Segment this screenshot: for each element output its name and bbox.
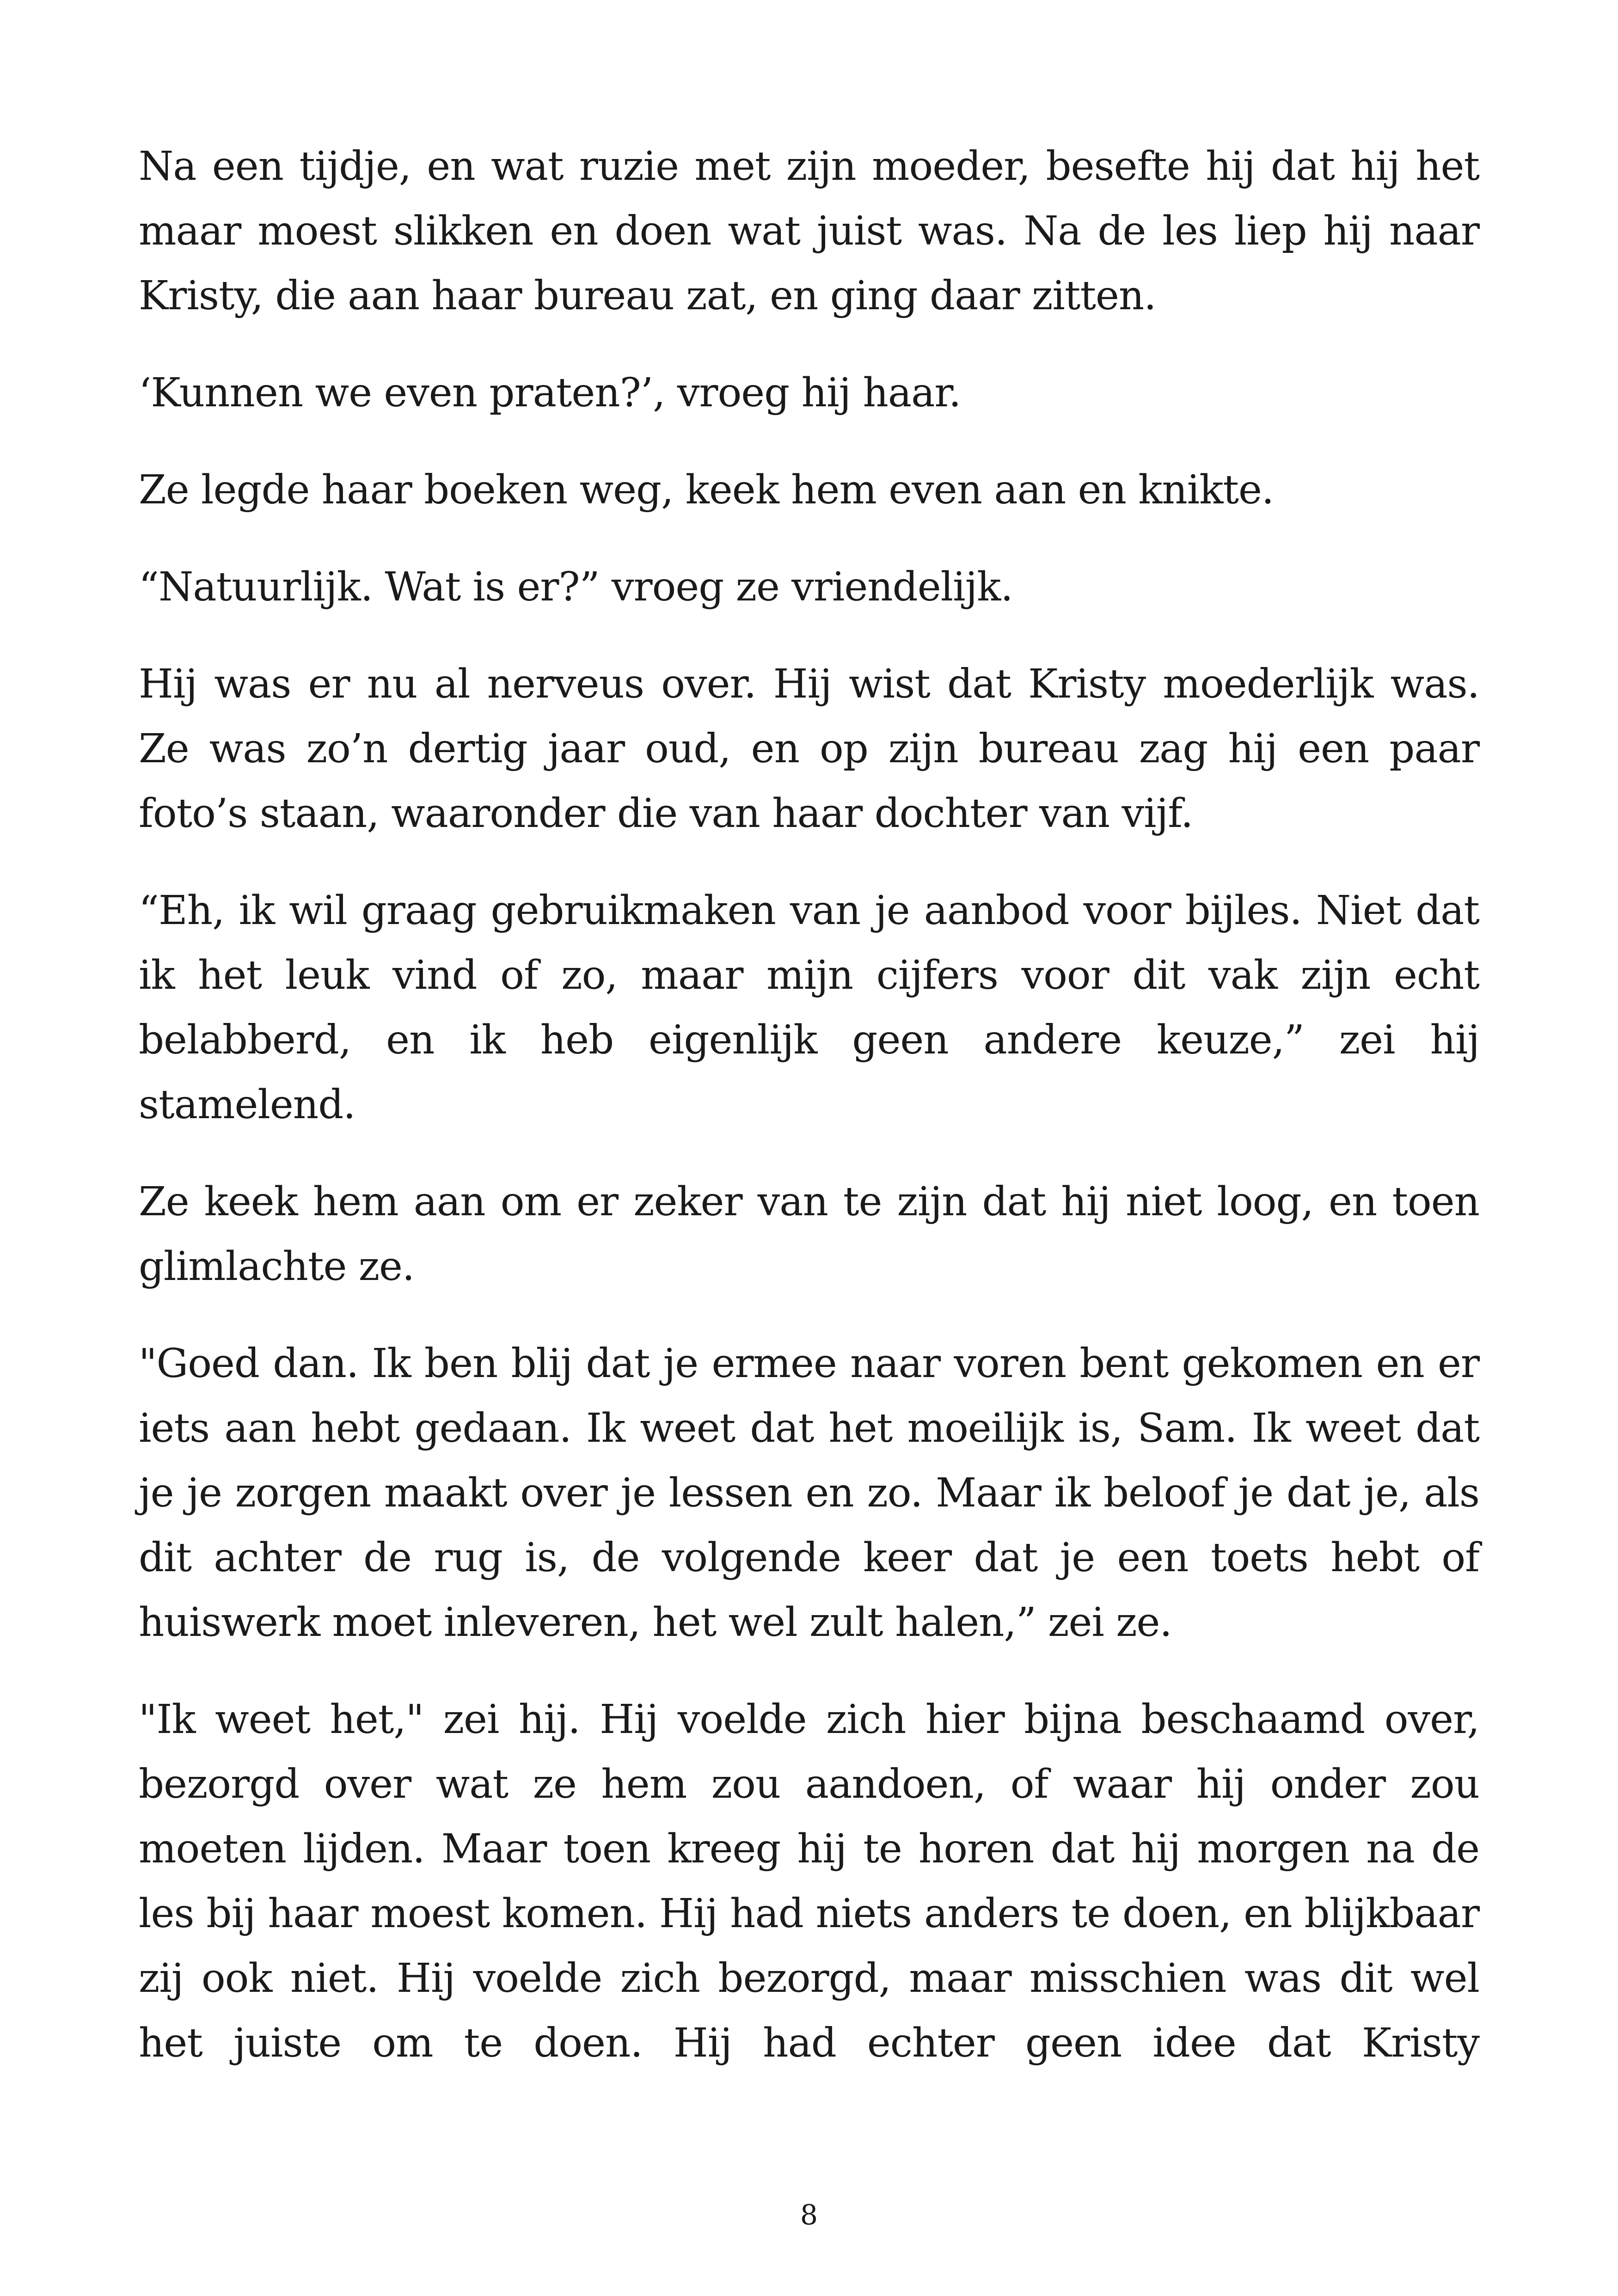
paragraph: “Eh, ik wil graag gebruikmaken van je aanbod voor bijles. Niet dat ik het leuk vind of zo, maar mijn cijfers voor dit vak zijn echt belabberd, en ik heb eigenlijk geen andere keuze,” zei hij stamelend. <box>139 888 1479 1128</box>
page-body <box>139 134 1479 2076</box>
paragraph: “Natuurlijk. Wat is er?” vroeg ze vriendelijk. <box>139 564 1013 610</box>
paragraph: Ze legde haar boeken weg, keek hem even aan en knikte. <box>139 467 1274 513</box>
paragraph: "Ik weet het," zei hij. Hij voelde zich hier bijna beschaamd over, bezorgd over wat ze hem zou aandoen, of waar hij onder zou moeten lijden. Maar toen kreeg hij te horen dat hij morgen na de les bij haar moest komen. Hij had niets anders te doen, en blijkbaar zij ook niet. Hij voelde zich bezorgd, maar misschien was dit wel het juiste om te doen. Hij had echter geen idee dat Kristy <box>139 1696 1479 2066</box>
paragraph: Ze keek hem aan om er zeker van te zijn dat hij niet loog, en toen glimlachte ze. <box>139 1179 1479 1290</box>
paragraph: "Goed dan. Ik ben blij dat je ermee naar voren bent gekomen en er iets aan hebt gedaan. Ik weet dat het moeilijk is, Sam. Ik weet dat je je zorgen maakt over je lessen en zo. Maar ik beloof je dat je, als dit achter de rug is, de volgende keer dat je een toets hebt of huiswerk moet inleveren, het wel zult halen,” zei ze. <box>139 1341 1479 1646</box>
paragraph: ‘Kunnen we even praten?’, vroeg hij haar. <box>139 370 961 416</box>
paragraph: Hij was er nu al nerveus over. Hij wist dat Kristy moederlijk was. Ze was zo’n dertig jaar oud, en op zijn bureau zag hij een paar foto’s staan, waaronder die van haar dochter van vijf. <box>139 661 1479 837</box>
paragraph: Na een tijdje, en wat ruzie met zijn moeder, besefte hij dat hij het maar moest slikken en doen wat juist was. Na de les liep hij naar Kristy, die aan haar bureau zat, en ging daar zitten. <box>139 143 1479 319</box>
page-number: 8 <box>800 2199 818 2231</box>
